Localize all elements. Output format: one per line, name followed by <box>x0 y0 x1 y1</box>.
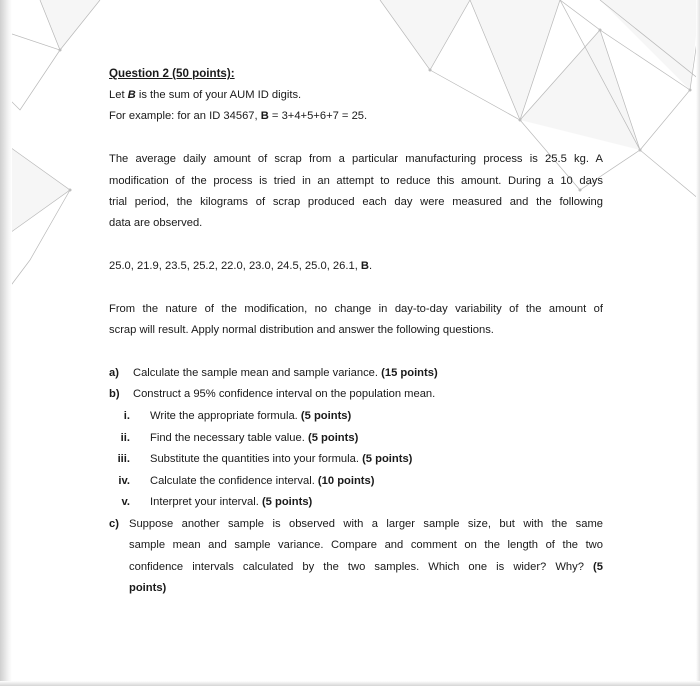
paragraph2-line: scrap will result. Apply normal distribution and answer the following questions. <box>109 324 494 336</box>
paragraph1-line: trial period, the kilograms of scrap produced each day were measured and the following <box>109 196 603 208</box>
subpart-description: Calculate the confidence interval. <box>150 475 318 487</box>
paragraph1-line: data are observed. <box>109 217 203 229</box>
subpart-points: (10 points) <box>317 475 375 487</box>
example-line <box>109 109 367 123</box>
subpart-label: ii. <box>120 432 130 444</box>
subpart-text <box>150 452 412 466</box>
subpart-text <box>150 495 312 509</box>
intro-line <box>109 88 301 102</box>
subpart-label: i. <box>123 410 130 422</box>
subpart-points: (5 points) <box>307 432 359 444</box>
subpart-text <box>150 409 351 423</box>
intro-text-start: Let <box>109 89 128 101</box>
paragraph1-line: The average daily amount of scrap from a particular manufacturing process is 25.5 kg. A <box>109 153 603 165</box>
subpart-description: Substitute the quantities into your formula. <box>150 453 363 465</box>
subpart-description: Interpret your interval. <box>150 496 262 508</box>
paragraph2-line: From the nature of the modification, no change in day-to-day variability of the amount of <box>109 303 603 315</box>
example-text-start: For example: for an ID 34567, <box>109 110 261 122</box>
subpart-label: iii. <box>117 453 130 465</box>
data-end: . <box>369 260 373 272</box>
part-c-text: confidence intervals calculated by the two samples. Which one is wider? Why? <box>129 561 594 573</box>
part-c-points-end: points) <box>129 582 167 594</box>
part-a-points: (15 points) <box>381 367 438 379</box>
part-a-text <box>133 366 438 380</box>
part-b-label: b) <box>109 388 120 400</box>
part-b-text: Construct a 95% confidence interval on the population mean. <box>133 388 436 400</box>
subpart-description: Write the appropriate formula. <box>150 410 301 422</box>
data-values-line <box>109 259 372 273</box>
part-c-points: (5 <box>593 561 603 573</box>
part-a-description: Calculate the sample mean and sample variance. <box>133 367 382 379</box>
subpart-text <box>150 474 374 488</box>
part-c-line: Suppose another sample is observed with a larger sample size, but with the same <box>129 518 603 530</box>
subpart-points: (5 points) <box>261 496 313 508</box>
part-c-line <box>129 560 603 574</box>
example-variable-b: B <box>260 110 269 122</box>
example-text-end: = 3+4+5+6+7 = 25. <box>268 110 368 122</box>
data-variable-b: B <box>360 260 370 272</box>
subpart-text <box>150 431 358 445</box>
question-heading: Question 2 (50 points): <box>109 67 235 80</box>
part-a-label: a) <box>109 367 119 379</box>
subpart-points: (5 points) <box>300 410 352 422</box>
subpart-label: iv. <box>118 475 130 487</box>
paragraph1-line: modification of the process is tried in an attempt to reduce this amount. During a 10 days <box>109 175 603 187</box>
part-c-line: sample mean and sample variance. Compare and comment on the length of the two <box>129 539 603 551</box>
data-values: 25.0, 21.9, 23.5, 25.2, 22.0, 23.0, 24.5, 25.0, 26.1, <box>109 260 361 272</box>
subpart-description: Find the necessary table value. <box>150 432 308 444</box>
subpart-label: v. <box>121 496 130 508</box>
part-c-label: c) <box>109 518 119 530</box>
variable-b: B <box>127 89 136 101</box>
subpart-points: (5 points) <box>362 453 413 465</box>
intro-text-end: is the sum of your AUM ID digits. <box>135 89 302 101</box>
